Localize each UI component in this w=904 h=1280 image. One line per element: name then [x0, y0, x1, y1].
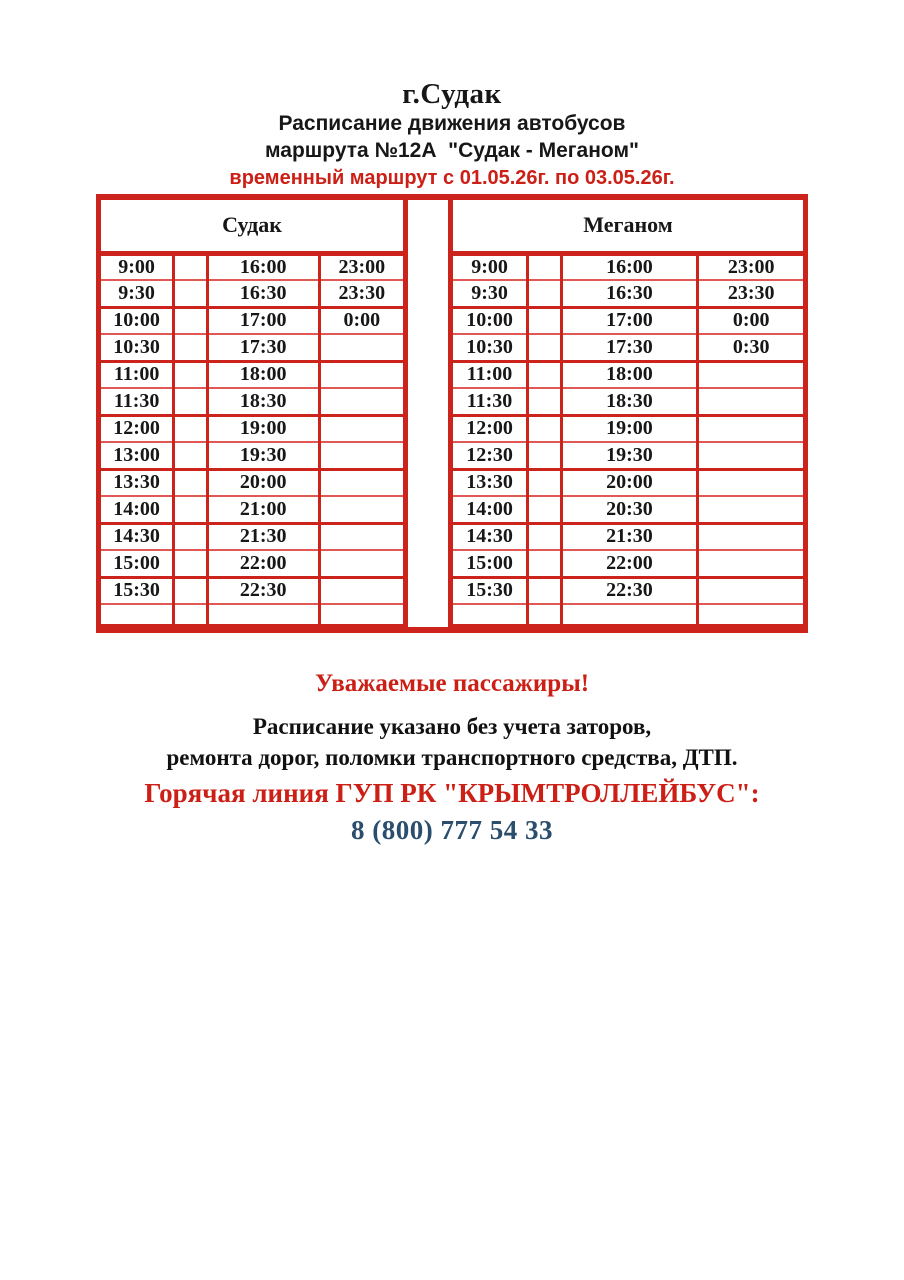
- time-cell: 20:00: [207, 469, 319, 496]
- schedule-note-line1: Расписание указано без учета заторов,: [252, 713, 652, 739]
- time-cell: 11:30: [451, 388, 528, 415]
- time-cell: [528, 469, 561, 496]
- timetable-row: [451, 307, 806, 334]
- time-cell: [319, 604, 405, 625]
- timetable-row: [99, 442, 406, 469]
- time-cell: 18:00: [207, 361, 319, 388]
- time-cell: [174, 442, 208, 469]
- time-cell: 17:30: [207, 334, 319, 361]
- timetable-row: [99, 550, 406, 577]
- time-cell: 22:00: [207, 550, 319, 577]
- time-cell: [698, 523, 806, 550]
- time-cell: [561, 604, 698, 625]
- time-cell: [174, 523, 208, 550]
- hotline-label: Горячая линия ГУП РК "КРЫМТРОЛЛЕЙБУС":: [144, 777, 760, 808]
- timetable-row: [451, 415, 806, 442]
- timetable-row: [99, 361, 406, 388]
- time-cell: 14:30: [99, 523, 174, 550]
- time-cell: [319, 361, 405, 388]
- time-cell: 14:00: [451, 496, 528, 523]
- time-cell: [319, 496, 405, 523]
- subtitle-line2: маршрута №12А "Судак - Меганом": [265, 139, 639, 162]
- time-cell: 10:30: [99, 334, 174, 361]
- time-cell: [528, 253, 561, 280]
- passengers-greeting: Уважаемые пассажиры!: [314, 669, 590, 697]
- time-cell: [528, 334, 561, 361]
- time-cell: 23:00: [319, 253, 405, 280]
- time-cell: [698, 496, 806, 523]
- time-cell: 11:30: [99, 388, 174, 415]
- temporary-route-note: временный маршрут с 01.05.26г. по 03.05.26г.: [229, 167, 675, 189]
- time-cell: [319, 550, 405, 577]
- time-cell: 17:00: [207, 307, 319, 334]
- time-cell: [319, 388, 405, 415]
- time-cell: 9:00: [451, 253, 528, 280]
- timetable-row: [99, 496, 406, 523]
- time-cell: [451, 604, 528, 625]
- time-cell: 20:00: [561, 469, 698, 496]
- time-cell: 21:30: [207, 523, 319, 550]
- timetable-row: [451, 334, 806, 361]
- timetable-meganom: [448, 200, 808, 627]
- subtitle-line1: Расписание движения автобусов: [278, 112, 626, 135]
- time-cell: [528, 442, 561, 469]
- time-cell: 23:30: [319, 280, 405, 307]
- time-cell: 16:00: [207, 253, 319, 280]
- time-cell: 13:30: [451, 469, 528, 496]
- timetable-row: [99, 577, 406, 604]
- time-cell: [528, 523, 561, 550]
- time-cell: [528, 307, 561, 334]
- timetable-row: [99, 280, 406, 307]
- timetable-row: [99, 307, 406, 334]
- time-cell: 15:00: [99, 550, 174, 577]
- time-cell: [319, 577, 405, 604]
- time-cell: 11:00: [451, 361, 528, 388]
- time-cell: [698, 361, 806, 388]
- time-cell: [528, 496, 561, 523]
- time-cell: 19:30: [561, 442, 698, 469]
- schedule-note-line2: ремонта дорог, поломки транспортного средства, ДТП.: [166, 744, 738, 770]
- time-cell: 9:30: [451, 280, 528, 307]
- time-cell: [319, 469, 405, 496]
- time-cell: 16:30: [207, 280, 319, 307]
- time-cell: [528, 577, 561, 604]
- time-cell: 17:00: [561, 307, 698, 334]
- time-cell: 15:30: [451, 577, 528, 604]
- poster-header: [0, 0, 904, 190]
- time-cell: 0:00: [698, 307, 806, 334]
- time-cell: 15:00: [451, 550, 528, 577]
- time-cell: 20:30: [561, 496, 698, 523]
- time-cell: [174, 280, 208, 307]
- time-cell: 22:30: [561, 577, 698, 604]
- timetable-row: [451, 604, 806, 625]
- timetable-row: [451, 442, 806, 469]
- timetable-sudak: [96, 200, 408, 627]
- time-cell: [528, 604, 561, 625]
- timetable-row: [99, 415, 406, 442]
- time-cell: [698, 577, 806, 604]
- time-cell: [698, 442, 806, 469]
- time-cell: [698, 388, 806, 415]
- timetable-sudak-title: Судак: [99, 200, 406, 253]
- time-cell: [174, 253, 208, 280]
- timetable-sudak-body: [99, 253, 406, 625]
- time-cell: 10:00: [99, 307, 174, 334]
- time-cell: 19:00: [207, 415, 319, 442]
- timetable-meganom-body: [451, 253, 806, 625]
- tables-gap: [408, 200, 448, 627]
- time-cell: 14:30: [451, 523, 528, 550]
- time-cell: [319, 523, 405, 550]
- time-cell: [528, 361, 561, 388]
- timetable-row: [99, 253, 406, 280]
- time-cell: [174, 496, 208, 523]
- time-cell: [174, 307, 208, 334]
- time-cell: 12:30: [451, 442, 528, 469]
- city-title: г.Судак: [402, 78, 502, 110]
- time-cell: 10:00: [451, 307, 528, 334]
- time-cell: [698, 469, 806, 496]
- time-cell: 17:30: [561, 334, 698, 361]
- time-cell: [174, 388, 208, 415]
- time-cell: 21:30: [561, 523, 698, 550]
- time-cell: [207, 604, 319, 625]
- time-cell: 9:30: [99, 280, 174, 307]
- time-cell: 13:00: [99, 442, 174, 469]
- timetable-row: [99, 604, 406, 625]
- time-cell: 18:30: [207, 388, 319, 415]
- time-cell: 12:00: [451, 415, 528, 442]
- time-cell: 15:30: [99, 577, 174, 604]
- time-cell: 9:00: [99, 253, 174, 280]
- timetable-row: [451, 388, 806, 415]
- time-cell: 23:00: [698, 253, 806, 280]
- time-cell: 11:00: [99, 361, 174, 388]
- time-cell: [174, 469, 208, 496]
- time-cell: [174, 550, 208, 577]
- time-cell: [319, 442, 405, 469]
- time-cell: [174, 361, 208, 388]
- time-cell: 22:00: [561, 550, 698, 577]
- time-cell: 21:00: [207, 496, 319, 523]
- timetable-row: [451, 577, 806, 604]
- time-cell: [99, 604, 174, 625]
- time-cell: [528, 550, 561, 577]
- hotline-phone-number: 8 (800) 777 54 33: [351, 814, 553, 845]
- timetable-row: [451, 469, 806, 496]
- time-cell: [174, 577, 208, 604]
- time-cell: 13:30: [99, 469, 174, 496]
- time-cell: [528, 280, 561, 307]
- timetable-row: [451, 496, 806, 523]
- time-cell: [698, 604, 806, 625]
- time-cell: [174, 415, 208, 442]
- time-cell: [698, 550, 806, 577]
- timetable-row: [451, 253, 806, 280]
- time-cell: 0:30: [698, 334, 806, 361]
- time-cell: [528, 388, 561, 415]
- time-cell: 14:00: [99, 496, 174, 523]
- time-cell: [528, 415, 561, 442]
- timetable-row: [99, 469, 406, 496]
- timetable-meganom-title: Меганом: [451, 200, 806, 253]
- time-cell: 16:30: [561, 280, 698, 307]
- timetable-row: [451, 523, 806, 550]
- timetable-row: [451, 361, 806, 388]
- time-cell: 18:30: [561, 388, 698, 415]
- time-cell: 0:00: [319, 307, 405, 334]
- poster-footer: [0, 669, 904, 848]
- time-cell: 10:30: [451, 334, 528, 361]
- time-cell: [174, 604, 208, 625]
- time-cell: [319, 415, 405, 442]
- time-cell: [174, 334, 208, 361]
- time-cell: 19:30: [207, 442, 319, 469]
- time-cell: 22:30: [207, 577, 319, 604]
- timetable-row: [99, 523, 406, 550]
- timetable-row: [451, 550, 806, 577]
- timetable-row: [451, 280, 806, 307]
- timetable-row: [99, 388, 406, 415]
- time-cell: [319, 334, 405, 361]
- timetables-container: [96, 194, 808, 633]
- time-cell: 23:30: [698, 280, 806, 307]
- time-cell: 19:00: [561, 415, 698, 442]
- time-cell: 16:00: [561, 253, 698, 280]
- time-cell: 18:00: [561, 361, 698, 388]
- time-cell: [698, 415, 806, 442]
- time-cell: 12:00: [99, 415, 174, 442]
- timetable-row: [99, 334, 406, 361]
